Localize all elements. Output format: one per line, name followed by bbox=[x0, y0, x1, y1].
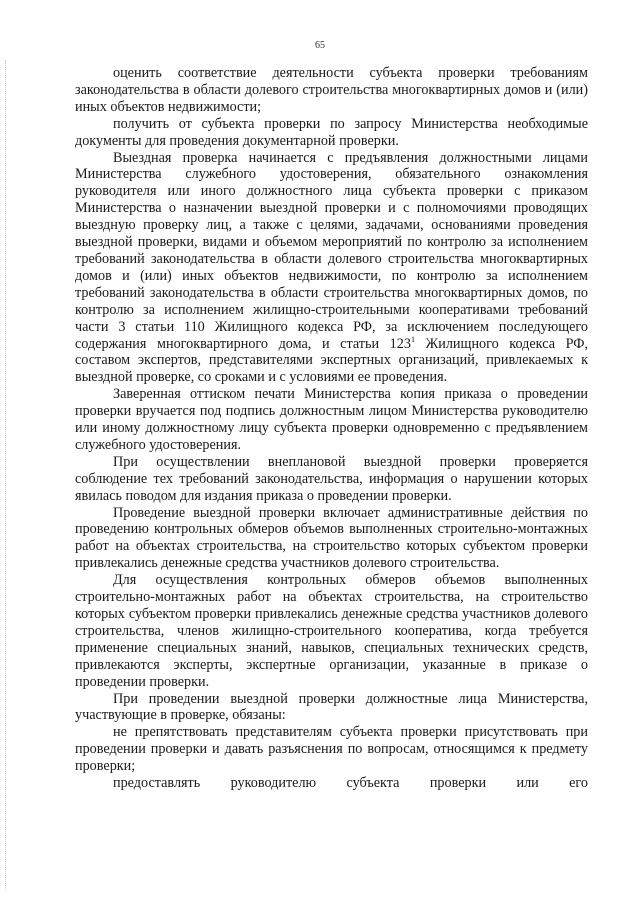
paragraph-inspection-actions: Проведение выездной проверки включает административные действия по проведению контрольных обмеров объемов выполненных строительно-монтажных работ на объектах строительства, на строительство которых субъектом проверки привлекались денежные средства участников долевого строительства. bbox=[75, 504, 588, 572]
superscript-marker: 1 bbox=[410, 334, 415, 344]
paragraph-not-obstruct: не препятствовать представителям субъекта проверки присутствовать при проведении проверки и давать разъяснения по вопросам, относящимся к предмету проверки; bbox=[75, 724, 588, 775]
paragraph-assess-compliance: оценить соответствие деятельности субъекта проверки требованиям законодательства в области долевого строительства многоквартирных домов и (или) иных объектов недвижимости; bbox=[75, 65, 588, 115]
paragraph-control-measurements: Для осуществления контрольных обмеров объемов выполненных строительно-монтажных работ на объектах строительства, на строительство которых субъектом проверки привлекались денежные средства участников долевого строительства, членов жилищно-строительного кооператива, когда требуется применение специальных знаний, навыков, специальных технических средств, привлекаются эксперты, экспертные организации, указанные в приказе о проведении проверки. bbox=[75, 572, 588, 690]
scan-margin-artifact bbox=[5, 60, 7, 890]
paragraph-text-part: Жилищного кодекса РФ, составом экспертов, представителями экспертных организаций, привлекаемых к выездной проверке, со сроками и с условиями ее проведения. bbox=[75, 335, 589, 386]
paragraph-provide: предоставлять руководителю субъекта проверки или его bbox=[113, 775, 588, 792]
paragraph-unscheduled-inspection: При осуществлении внеплановой выездной проверки проверяется соблюдение тех требований законодательства, информация о нарушении которых явилась поводом для издания приказа о проведении проверки. bbox=[75, 453, 588, 504]
page-number: 65 bbox=[315, 40, 325, 51]
paragraph-obtain-documents: получить от субъекта проверки по запросу Министерства необходимые документы для проведения документарной проверки. bbox=[75, 115, 588, 149]
paragraph-text-part: Выездная проверка начинается с предъявления должностными лицами Министерства служебного удостоверения, обязательного ознакомления руководителя или иного должностного лица субъекта проверки с приказом Министерства о назначении выездной проверки и с полномочиями проводящих выездную проверку лиц, а также с целями, задачами, основаниями проведения выездной проверки, видами и объемом мероприятий по контролю за исполнением требований законодательства в области долевого строительства многоквартирных домов и (или) иных объектов недвижимости, по контролю за исполнением требований законодательства в области строительства многоквартирных домов, по контролю за исполнением жилищно-строительными кооперативами требований части 3 статьи 110 Жилищного кодекса РФ, за исключением последующего содержания многоквартирного дома, и статьи 123 bbox=[75, 149, 588, 352]
paragraph-officials-obliged: При проведении выездной проверки должностные лица Министерства, участвующие в проверке, обязаны: bbox=[75, 690, 588, 724]
document-body bbox=[75, 65, 588, 792]
paragraph-order-copy: Заверенная оттиском печати Министерства копия приказа о проведении проверки вручается под подпись должностным лицом Министерства руководителю или иному должностному лицу субъекта проверки одновременно с предъявлением служебного удостоверения. bbox=[75, 386, 588, 453]
paragraph-onsite-inspection-start bbox=[75, 150, 588, 387]
